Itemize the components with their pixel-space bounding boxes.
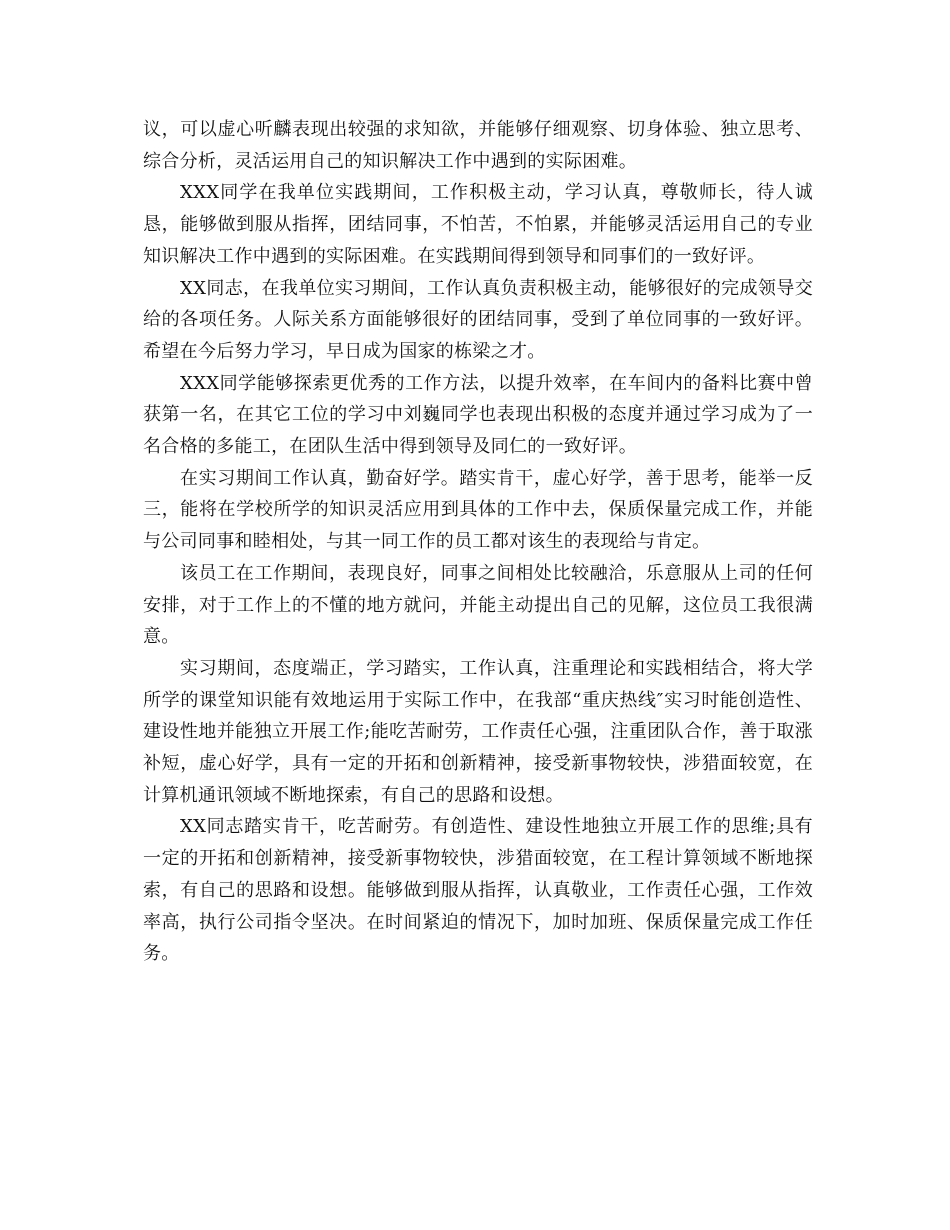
- paragraph: XX同志踏实肯干，吃苦耐劳。有创造性、建设性地独立开展工作的思维;具有一定的开拓和创新精神，接受新事物较快，涉猎面较宽，在工程计算领域不断地探索，有自己的思路和设想。能够做到服从指挥，认真敬业，工作责任心强，工作效率高，执行公司指令坚决。在时间紧迫的情况下，加时加班、保质保量完成工作任务。: [143, 816, 813, 965]
- paragraph: 实习期间，态度端正，学习踏实，工作认真，注重理论和实践相结合，将大学所学的课堂知识能有效地运用于实际工作中，在我部“重庆热线″实习时能创造性、建设性地并能独立开展工作;能吃苦耐劳，工作责任心强，注重团队合作，善于取涨补短，虚心好学，具有一定的开拓和创新精神，接受新事物较快，涉猎面较宽，在计算机通讯领域不断地探索，有自己的思路和设想。: [143, 657, 813, 806]
- paragraph-continued: 议，可以虚心听⁠麟表现出较强的求知欲，并能够仔细观察、切身体验、独立思考、综合分析，灵活运用自己的知识解决工作中遇到的实际困难。: [143, 119, 813, 172]
- paragraph: XXX同学能够探索更优秀的工作方法，以提升效率，在车间内的备料比赛中曾获第一名，在其它工位的学习中刘巍同学也表现出积极的态度并通过学习成为了一名合格的多能工，在团队生活中得到领导及同仁的一致好评。: [143, 372, 813, 458]
- paragraph: XXX同学在我单位实践期间，工作积极主动，学习认真，尊敬师长，待人诚恳，能够做到服从指挥，团结同事，不怕苦，不怕累，并能够灵活运用自己的专业知识解决工作中遇到的实际困难。在实践期间得到领导和同事们的一致好评。: [143, 182, 813, 267]
- paragraph: 该员工在工作期间，表现良好，同事之间相处比较融洽，乐意服从上司的任何安排，对于工作上的不懂的地方就问，并能主动提出自己的见解，这位员工我很满意。: [143, 562, 813, 648]
- paragraph: 在实习期间工作认真，勤奋好学。踏实肯干，虚心好学，善于思考，能举一反三，能将在学校所学的知识灵活应用到具体的工作中去，保质保量完成工作，并能与公司同事和睦相处，与其一同工作的员工都对该生的表现给与肯定。: [143, 467, 813, 553]
- document-body: [143, 114, 813, 970]
- paragraph: XX同志，在我单位实习期间，工作认真负责积极主动，能够很好的完成领导交给的各项任务。人际关系方面能够很好的团结同事，受到了单位同事的一致好评。希望在今后努力学习，早日成为国家的栋梁之才。: [143, 277, 813, 362]
